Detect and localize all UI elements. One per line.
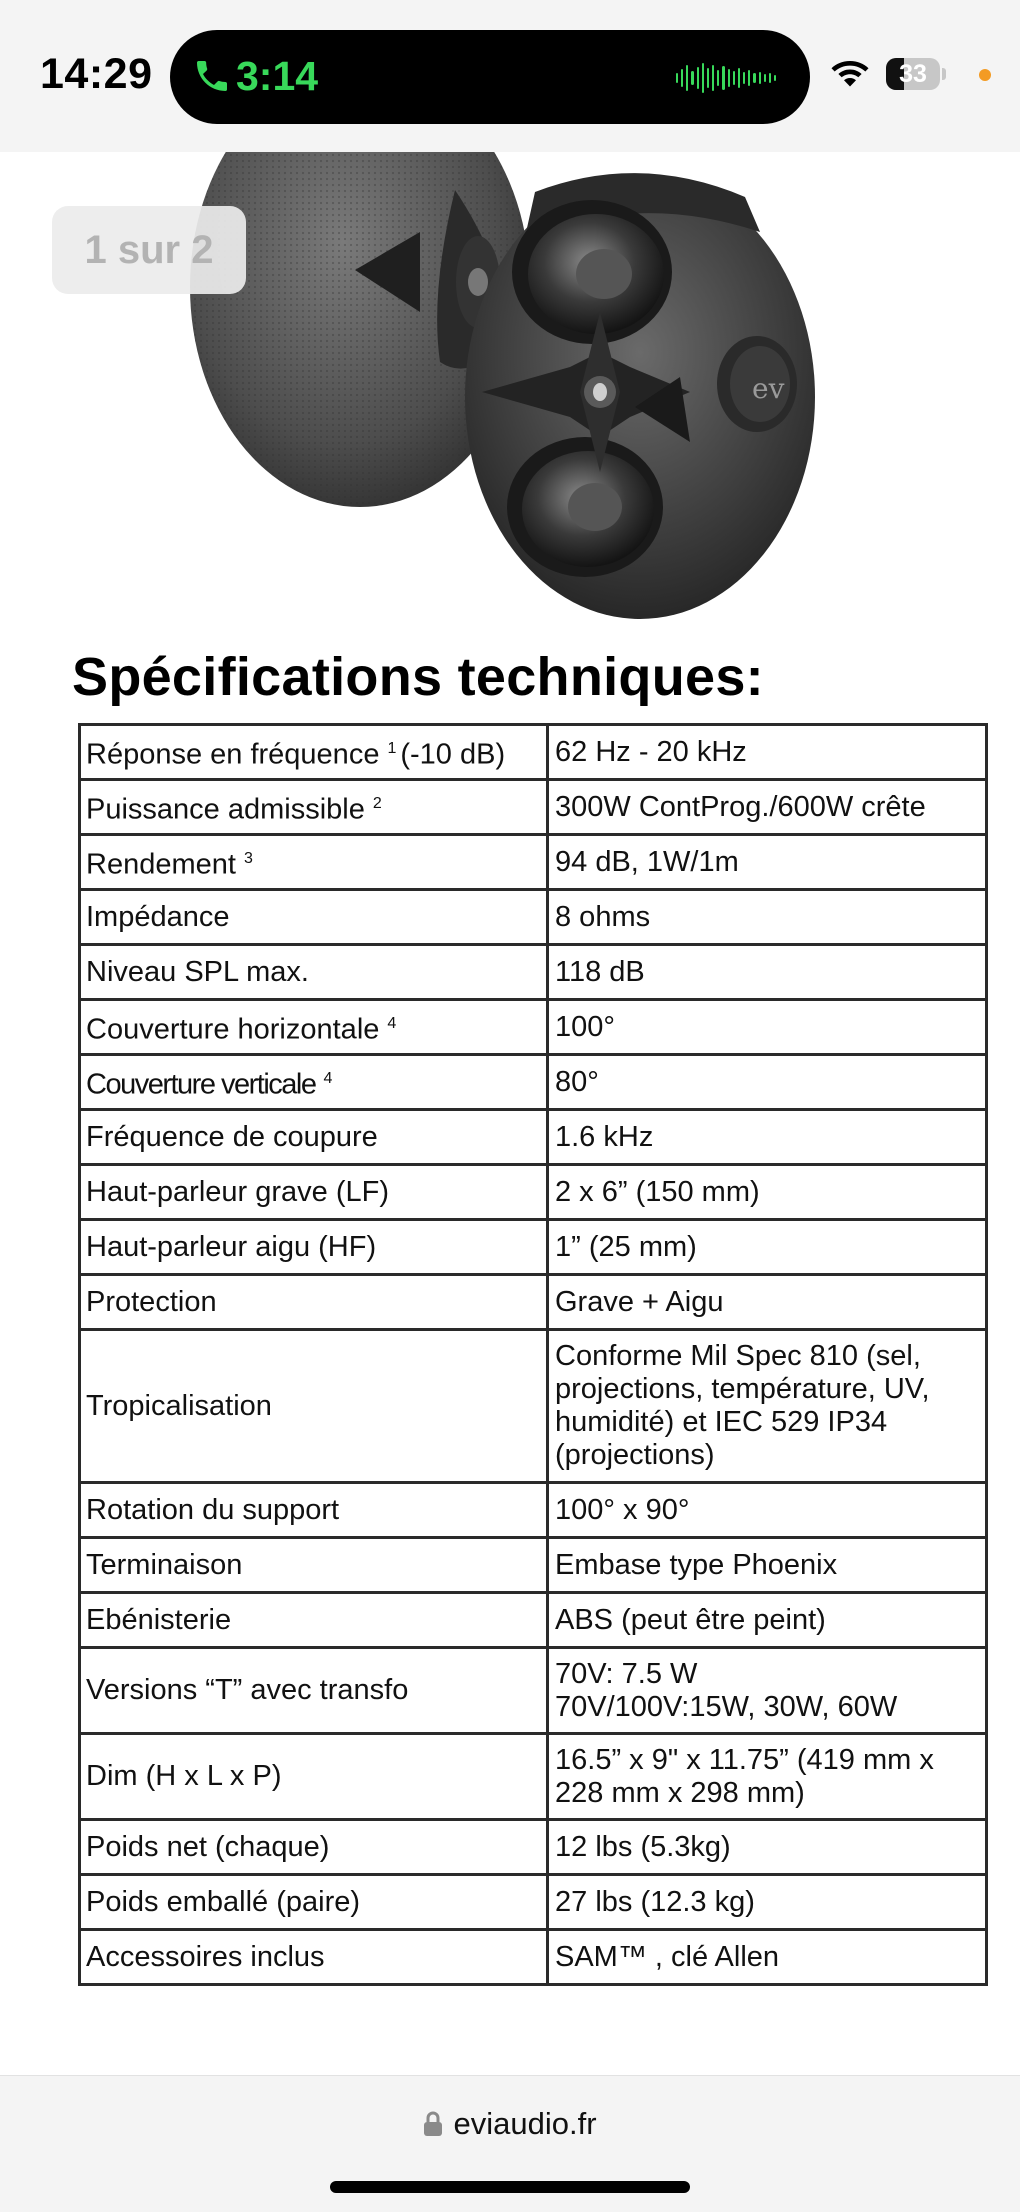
spec-value: 27 lbs (12.3 kg) — [548, 1875, 987, 1930]
spec-value: Grave + Aigu — [548, 1275, 987, 1330]
spec-row — [80, 1820, 987, 1875]
browser-address-bar[interactable] — [0, 2075, 1020, 2212]
spec-row — [80, 1875, 987, 1930]
spec-value: 70V: 7.5 W 70V/100V:15W, 30W, 60W — [548, 1648, 987, 1734]
spec-label-cell — [80, 1110, 548, 1165]
spec-label: Versions “T” avec transfo — [86, 1674, 409, 1706]
spec-label-cell — [80, 835, 548, 890]
spec-row — [80, 1538, 987, 1593]
spec-label-cell — [80, 1000, 548, 1055]
spec-row — [80, 835, 987, 890]
status-bar — [0, 0, 1020, 152]
spec-label-cell — [80, 1055, 548, 1110]
spec-value: 2 x 6” (150 mm) — [548, 1165, 987, 1220]
footnote-marker: 2 — [372, 795, 382, 813]
spec-label: Niveau SPL max. — [86, 955, 309, 988]
spec-label: Rendement — [86, 848, 236, 881]
spec-row — [80, 1483, 987, 1538]
spec-label-cell — [80, 1538, 548, 1593]
spec-label: Ebénisterie — [86, 1603, 232, 1636]
spec-label: Fréquence de coupure — [86, 1120, 378, 1153]
spec-label-cell — [80, 890, 548, 945]
spec-label-cell — [80, 1275, 548, 1330]
battery-icon — [886, 58, 948, 90]
spec-row — [80, 945, 987, 1000]
lock-icon — [423, 2111, 443, 2137]
spec-label-cell — [80, 1593, 548, 1648]
spec-label-suffix: (-10 dB) — [400, 738, 506, 771]
spec-label: Poids emballé (paire) — [86, 1885, 361, 1918]
spec-row — [80, 1930, 987, 1985]
spec-value: Embase type Phoenix — [548, 1538, 987, 1593]
wifi-icon — [830, 55, 870, 89]
spec-label: Tropicalisation — [86, 1389, 272, 1422]
svg-text:ev: ev — [752, 372, 785, 405]
spec-row — [80, 1165, 987, 1220]
status-time: 14:29 — [40, 50, 153, 98]
spec-value: 8 ohms — [548, 890, 987, 945]
spec-label: Couverture horizontale — [86, 1013, 380, 1046]
spec-value: 100° — [548, 1000, 987, 1055]
spec-label-cell — [80, 1220, 548, 1275]
dynamic-island-call[interactable] — [170, 30, 810, 124]
spec-value: Conforme Mil Spec 810 (sel, projections, température, UV, humidité) et IEC 529 IP34 (projections) — [548, 1330, 987, 1483]
spec-label: Haut-parleur aigu (HF) — [86, 1230, 377, 1263]
spec-label-cell — [80, 1734, 548, 1820]
spec-label: Poids net (chaque) — [86, 1830, 330, 1863]
footnote-marker: 1 — [387, 740, 397, 758]
product-image-gallery[interactable] — [0, 152, 1020, 622]
home-indicator[interactable] — [330, 2181, 690, 2193]
spec-row — [80, 725, 987, 780]
footnote-marker: 3 — [243, 850, 253, 868]
spec-label-cell — [80, 1648, 548, 1734]
spec-label: Réponse en fréquence — [86, 738, 380, 771]
spec-value: 100° x 90° — [548, 1483, 987, 1538]
audio-waveform-icon — [676, 58, 776, 98]
spec-table — [78, 723, 988, 1986]
spec-label-cell — [80, 945, 548, 1000]
spec-label-cell — [80, 725, 548, 780]
spec-label: Dim (H x L x P) — [86, 1760, 282, 1792]
spec-label-cell — [80, 1165, 548, 1220]
spec-value: 1” (25 mm) — [548, 1220, 987, 1275]
phone-icon — [192, 56, 232, 96]
spec-row — [80, 1734, 987, 1820]
call-duration: 3:14 — [236, 53, 319, 99]
footnote-marker: 4 — [387, 1015, 397, 1033]
spec-label: Rotation du support — [86, 1493, 340, 1526]
spec-label: Protection — [86, 1285, 217, 1318]
url-text: eviaudio.fr — [453, 2106, 597, 2141]
spec-value: 94 dB, 1W/1m — [548, 835, 987, 890]
privacy-indicator-dot — [979, 69, 991, 81]
spec-row — [80, 1110, 987, 1165]
spec-row — [80, 890, 987, 945]
spec-label-cell — [80, 1875, 548, 1930]
spec-label-cell — [80, 1330, 548, 1483]
spec-value: 80° — [548, 1055, 987, 1110]
spec-row — [80, 1275, 987, 1330]
spec-label: Couverture verticale — [86, 1068, 316, 1101]
spec-label: Puissance admissible — [86, 793, 365, 826]
spec-value: 62 Hz - 20 kHz — [548, 725, 987, 780]
spec-row — [80, 1330, 987, 1483]
spec-row — [80, 780, 987, 835]
footnote-marker: 4 — [323, 1070, 331, 1088]
spec-label: Impédance — [86, 900, 230, 933]
spec-row — [80, 1055, 987, 1110]
spec-label: Terminaison — [86, 1548, 243, 1581]
spec-row — [80, 1648, 987, 1734]
gallery-counter: 1 sur 2 — [52, 206, 246, 294]
spec-label-cell — [80, 1930, 548, 1985]
battery-level: 33 — [899, 60, 927, 88]
spec-value: ABS (peut être peint) — [548, 1593, 987, 1648]
spec-value: 1.6 kHz — [548, 1110, 987, 1165]
spec-value: 118 dB — [548, 945, 987, 1000]
spec-row — [80, 1593, 987, 1648]
spec-value: 16.5” x 9" x 11.75” (419 mm x 228 mm x 298 mm) — [548, 1734, 987, 1820]
spec-value: SAM™ , clé Allen — [548, 1930, 987, 1985]
page-title: Spécifications techniques: — [72, 647, 764, 707]
spec-label-cell — [80, 1820, 548, 1875]
url-field[interactable] — [0, 2106, 1020, 2142]
spec-label-cell — [80, 1483, 548, 1538]
spec-row — [80, 1220, 987, 1275]
spec-label-cell — [80, 780, 548, 835]
spec-row — [80, 1000, 987, 1055]
spec-value: 12 lbs (5.3kg) — [548, 1820, 987, 1875]
spec-label: Accessoires inclus — [86, 1940, 325, 1973]
spec-value: 300W ContProg./600W crête — [548, 780, 987, 835]
spec-label: Haut-parleur grave (LF) — [86, 1175, 389, 1208]
